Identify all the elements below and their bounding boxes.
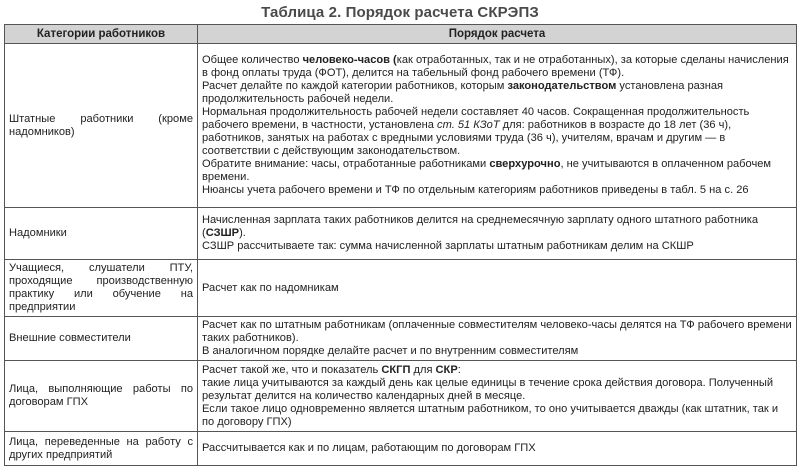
table-row <box>5 260 797 317</box>
category-cell: Лица, переведенные на работу с других предприятий <box>5 432 198 466</box>
text-run: Если такое лицо одновременно является штатным работником, то оно учитывается дважды (как штатник, так и по договору ГПХ) <box>202 402 779 428</box>
text-run: установлена разная продолжительность рабочей недели. <box>202 80 724 105</box>
table-row <box>5 317 797 361</box>
procedure-paragraph <box>202 345 792 358</box>
calculation-table <box>4 24 797 466</box>
text-run: для: работников в возрасте до 18 лет (36 ч), работников, занятых на работах с вредными условиями труда (36 ч), учителям, врачам и другим — в соответствии с действующим законодательством. <box>202 119 732 157</box>
text-run: : <box>457 363 461 376</box>
table-header-row <box>5 25 797 44</box>
text-run: Расчет как по надомникам <box>202 281 339 294</box>
procedure-paragraph <box>202 319 792 345</box>
header-categories: Категории работников <box>5 25 198 44</box>
procedure-cell <box>198 432 797 466</box>
table-title: Таблица 2. Порядок расчета СКРЭПЗ <box>261 4 539 21</box>
bold-term: человеко-часов ( <box>302 54 397 66</box>
text-run: СЗШР рассчитываете так: сумма начисленной зарплаты штатным работникам делим на СКШР <box>202 240 694 252</box>
procedure-paragraph <box>202 403 792 429</box>
table-row <box>5 432 797 466</box>
procedure-paragraph <box>202 442 792 455</box>
procedure-paragraph <box>202 106 792 158</box>
procedure-cell <box>198 260 797 317</box>
text-run: Расчет делайте по каждой категории работников, которым <box>202 80 508 92</box>
procedure-paragraph <box>202 240 792 253</box>
category-cell: Штатные работники (кроме надомников) <box>5 44 198 208</box>
procedure-cell <box>198 208 797 260</box>
text-run: Нюансы учета рабочего времени и ТФ по отдельным категориям работников приведены в табл. 5 на с. 26 <box>202 184 749 196</box>
text-run: Общее количество <box>202 54 303 66</box>
procedure-cell <box>198 317 797 361</box>
text-run: Расчет такой же, что и показатель <box>202 363 382 376</box>
procedure-cell <box>198 361 797 432</box>
text-run: ). <box>239 227 246 239</box>
procedure-paragraph <box>202 214 792 240</box>
category-cell: Надомники <box>5 208 198 260</box>
procedure-paragraph <box>202 158 792 184</box>
text-run: Нормальная продолжительность рабочей недели составляет 40 часов. Сокращенная продолжительность рабочего времени, в частности, установлена <box>202 106 750 131</box>
italic-reference: ст. 51 КЗоТ <box>437 119 500 131</box>
text-run: В аналогичном порядке делайте расчет и по внутренним совместителям <box>202 345 579 357</box>
bold-term: законодательством <box>507 80 617 92</box>
bold-term: СЗШР <box>205 227 240 239</box>
bold-term: СКР <box>435 363 458 376</box>
text-run: для <box>410 363 436 376</box>
table-row <box>5 44 797 208</box>
text-run: Начисленная зарплата таких работников делится на среднемесячную зарплату одного штатного работника ( <box>202 214 759 239</box>
text-run: Рассчитывается как и по лицам, работающим по договорам ГПХ <box>202 442 536 454</box>
table-row <box>5 361 797 432</box>
procedure-paragraph <box>202 377 792 403</box>
table-row <box>5 208 797 260</box>
text-run: Обратите внимание: часы, отработанные работниками <box>202 158 490 170</box>
procedure-paragraph <box>202 282 792 295</box>
procedure-paragraph <box>202 54 792 80</box>
procedure-paragraph <box>202 364 792 377</box>
category-cell: Учащиеся, слушатели ПТУ, проходящие производственную практику или обучение на предприятии <box>5 260 198 317</box>
text-run: такие лица учитываются за каждый день как целые единицы в течение срока действия договора. Полученный результат делится на количество календарных дней в месяце. <box>202 376 774 402</box>
category-cell: Лица, выполняющие работы по договорам ГПХ <box>5 361 198 432</box>
text-run: , не учитываются в оплаченном рабочем времени. <box>202 158 772 183</box>
bold-term: сверхурочно <box>489 158 561 170</box>
text-run: как отработанных, так и не отработанных), за которые сделаны начисления в фонд оплаты труда (ФОТ), делится на табельный фонд рабочего времени (ТФ). <box>202 54 789 79</box>
header-procedure: Порядок расчета <box>198 25 797 44</box>
procedure-cell <box>198 44 797 208</box>
procedure-paragraph <box>202 184 792 197</box>
category-cell: Внешние совместители <box>5 317 198 361</box>
bold-term: СКГП <box>381 363 411 376</box>
procedure-paragraph <box>202 80 792 106</box>
text-run: Расчет как по штатным работникам (оплаченные совместителям человеко-часы делятся на ТФ рабочего времени таких работников). <box>202 319 792 344</box>
